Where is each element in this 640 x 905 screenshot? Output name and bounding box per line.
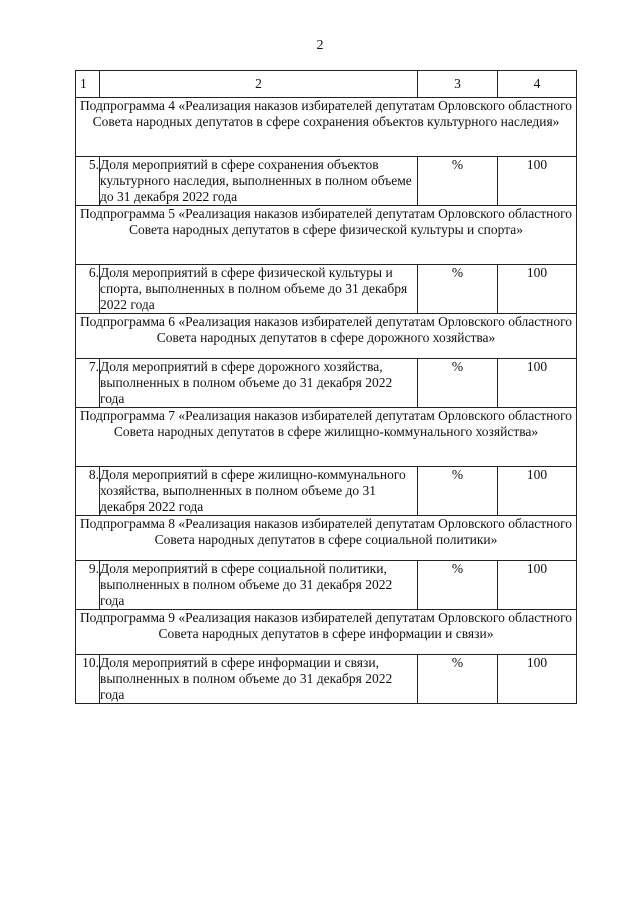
indicator-description: Доля мероприятий в сфере жилищно-коммунального хозяйства, выполненных в полном объеме до 31 декабря 2022 года (100, 467, 418, 516)
subprogram-row (76, 610, 577, 655)
unit-of-measure: % (418, 359, 498, 408)
column-header: 1 (76, 71, 100, 98)
subprogram-row (76, 98, 577, 157)
table-row (76, 359, 577, 408)
indicator-value: 100 (498, 157, 577, 206)
indicator-description: Доля мероприятий в сфере информации и связи, выполненных в полном объеме до 31 декабря 2022 года (100, 655, 418, 704)
unit-of-measure: % (418, 561, 498, 610)
subprogram-title: Подпрограмма 9 «Реализация наказов избирателей депутатам Орловского областного Совета народных депутатов в сфере информации и связи» (76, 610, 577, 655)
row-number: 7. (76, 359, 100, 408)
column-header: 3 (418, 71, 498, 98)
subprogram-row (76, 206, 577, 265)
subprogram-row (76, 314, 577, 359)
indicator-description: Доля мероприятий в сфере социальной политики, выполненных в полном объеме до 31 декабря 2022 года (100, 561, 418, 610)
indicator-description: Доля мероприятий в сфере сохранения объектов культурного наследия, выполненных в полном объеме до 31 декабря 2022 года (100, 157, 418, 206)
row-number: 5. (76, 157, 100, 206)
subprogram-title: Подпрограмма 6 «Реализация наказов избирателей депутатам Орловского областного Совета народных депутатов в сфере дорожного хозяйства» (76, 314, 577, 359)
row-number: 10. (76, 655, 100, 704)
column-header: 2 (100, 71, 418, 98)
table-row (76, 467, 577, 516)
table-row (76, 561, 577, 610)
subprogram-title: Подпрограмма 8 «Реализация наказов избирателей депутатам Орловского областного Совета народных депутатов в сфере социальной политики» (76, 516, 577, 561)
indicator-description: Доля мероприятий в сфере дорожного хозяйства, выполненных в полном объеме до 31 декабря 2022 года (100, 359, 418, 408)
row-number: 8. (76, 467, 100, 516)
indicator-value: 100 (498, 265, 577, 314)
table-row (76, 655, 577, 704)
subprogram-title: Подпрограмма 7 «Реализация наказов избирателей депутатам Орловского областного Совета народных депутатов в сфере жилищно-коммунального хозяйства» (76, 408, 577, 467)
unit-of-measure: % (418, 265, 498, 314)
indicator-description: Доля мероприятий в сфере физической культуры и спорта, выполненных в полном объеме до 31 декабря 2022 года (100, 265, 418, 314)
table-row (76, 265, 577, 314)
unit-of-measure: % (418, 157, 498, 206)
page-number: 2 (316, 38, 324, 53)
indicator-value: 100 (498, 467, 577, 516)
table-header-row (76, 71, 577, 98)
table-row (76, 157, 577, 206)
indicator-value: 100 (498, 655, 577, 704)
subprogram-row (76, 516, 577, 561)
indicators-table (75, 70, 577, 704)
row-number: 6. (76, 265, 100, 314)
row-number: 9. (76, 561, 100, 610)
subprogram-title: Подпрограмма 4 «Реализация наказов избирателей депутатам Орловского областного Совета народных депутатов в сфере сохранения объектов культурного наследия» (76, 98, 577, 157)
subprogram-row (76, 408, 577, 467)
column-header: 4 (498, 71, 577, 98)
unit-of-measure: % (418, 655, 498, 704)
indicator-value: 100 (498, 561, 577, 610)
unit-of-measure: % (418, 467, 498, 516)
subprogram-title: Подпрограмма 5 «Реализация наказов избирателей депутатам Орловского областного Совета народных депутатов в сфере физической культуры и спорта» (76, 206, 577, 265)
indicator-value: 100 (498, 359, 577, 408)
